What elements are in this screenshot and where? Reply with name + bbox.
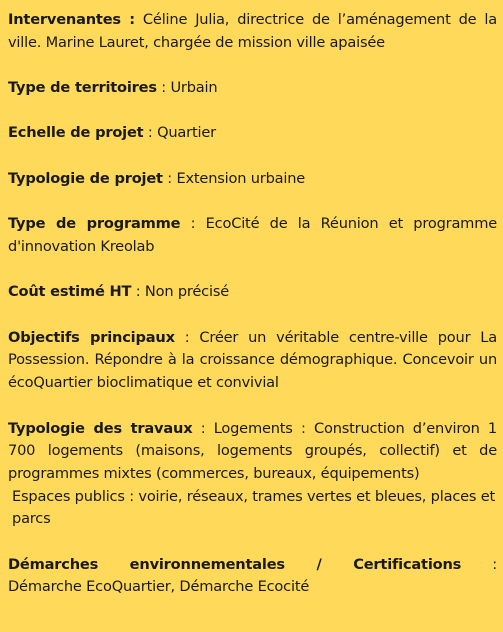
- intervenants-value: Céline Julia, directrice de l’aménagement de la ville. Marine Lauret, chargée de mission ville apaisée: [8, 11, 497, 51]
- territoire-value: : Urbain: [156, 79, 218, 97]
- cout-field: [8, 281, 497, 304]
- programme-label: Type de programme: [8, 215, 181, 233]
- travaux-value: : Logements : Construction d’environ 1 700 logements (maisons, logements groupés, collectif) et de programmes mixtes (commerces, bureaux, équipements): [8, 419, 497, 482]
- demarches-label: Démarches environnementales / Certifications: [8, 555, 462, 573]
- objectifs-label: Objectifs principaux: [8, 328, 175, 346]
- typologie-projet-field: [8, 168, 497, 191]
- travaux-field: [8, 418, 497, 532]
- travaux-espaces-publics: Espaces publics : voirie, réseaux, trames vertes et bleues, places et parcs: [12, 487, 496, 528]
- objectifs-field: [8, 327, 497, 395]
- cout-value: : Non précisé: [131, 283, 230, 301]
- demarches-value: Démarche EcoQuartier, Démarche Ecocité: [8, 578, 310, 596]
- programme-value: : EcoCité de la Réunion et programme d'innovation Kreolab: [8, 215, 497, 255]
- typologie-projet-label: Typologie de projet: [8, 169, 163, 187]
- echelle-label: Echelle de projet: [8, 124, 144, 142]
- demarches-field: [8, 554, 497, 599]
- travaux-label: Typologie des travaux: [8, 419, 193, 437]
- echelle-value: : Quartier: [143, 124, 216, 142]
- cout-label: Coût estimé HT: [8, 283, 132, 301]
- objectifs-value: : Créer un véritable centre-ville pour La Possession. Répondre à la croissance démographique. Concevoir un écoQuartier bioclimatique et convivial: [8, 328, 497, 392]
- intervenants-label: Intervenantes :: [8, 11, 135, 28]
- intervenants-field: [8, 9, 497, 54]
- territoire-field: [8, 77, 497, 100]
- programme-field: [8, 213, 497, 258]
- echelle-field: [8, 122, 497, 145]
- territoire-label: Type de territoires: [8, 79, 157, 97]
- typologie-projet-value: : Extension urbaine: [162, 169, 306, 187]
- demarches-sep: :: [461, 555, 498, 573]
